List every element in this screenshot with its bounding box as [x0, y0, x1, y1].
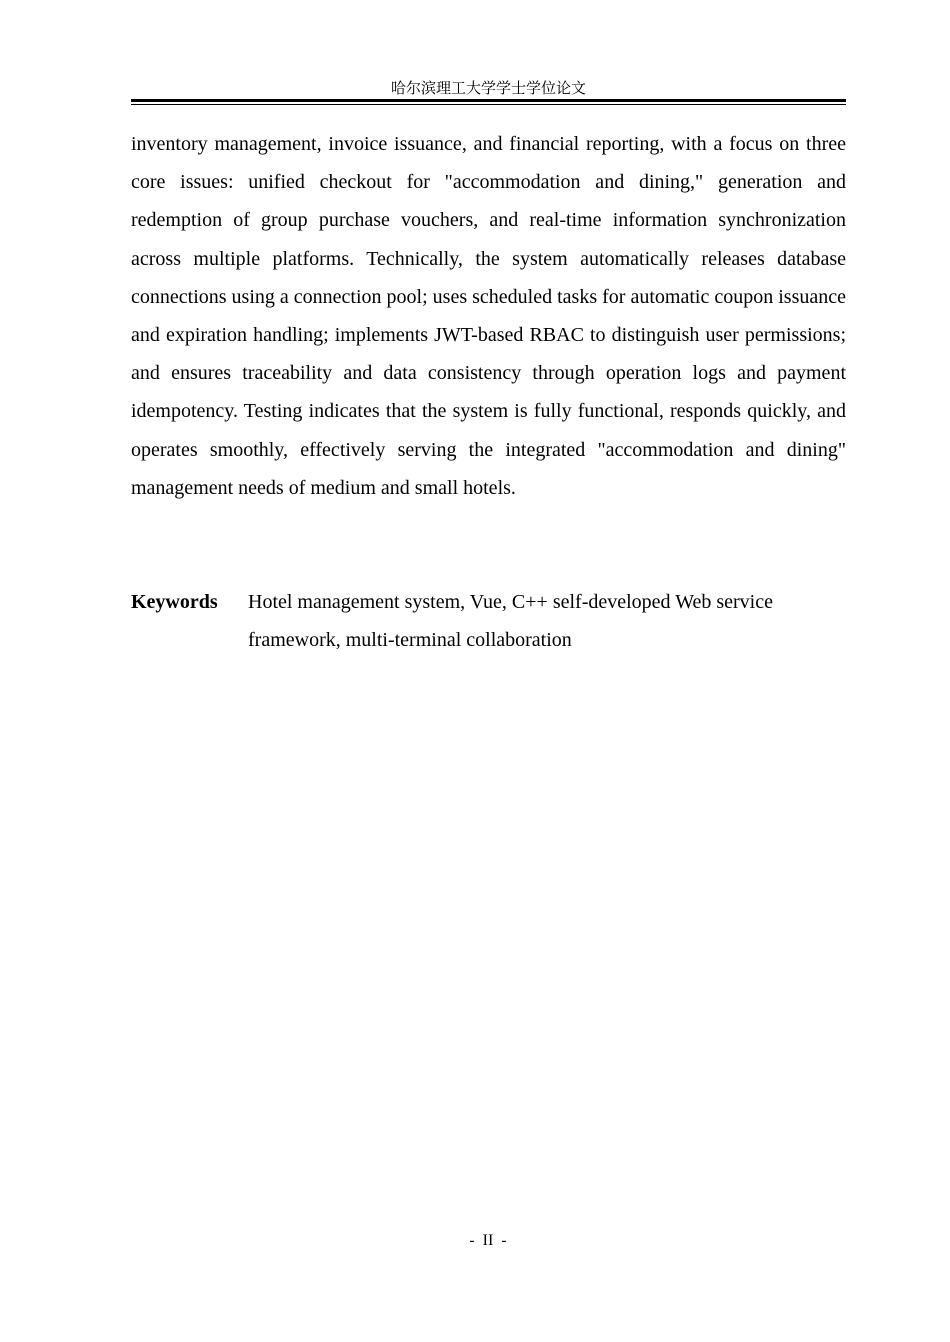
running-header: 哈尔滨理工大学学士学位论文	[390, 79, 586, 97]
header-rule-thick	[131, 99, 846, 102]
abstract-paragraph: inventory management, invoice issuance, and financial reporting, with a focus on three core issues: unified checkout for "accommodation and dining," generation and redemption of group purchase vouchers, and real-time information synchronization across multiple platforms. Technically, the system automatically releases database connections using a connection pool; uses scheduled tasks for automatic coupon issuance and expiration handling; implements JWT-based RBAC to distinguish user permissions; and ensures traceability and data consistency through operation logs and payment idempotency. Testing indicates that the system is fully functional, responds quickly, and operates smoothly, effectively serving the integrated "accommodation and dining" management needs of medium and small hotels.	[131, 133, 846, 499]
keywords-text: Hotel management system, Vue, C++ self-developed Web service framework, multi-terminal collaboration	[248, 591, 773, 652]
page-number: - II -	[469, 1232, 507, 1249]
header-rule-thin	[131, 104, 846, 105]
keywords-label: Keywords	[131, 591, 218, 613]
keywords-section	[131, 583, 846, 659]
